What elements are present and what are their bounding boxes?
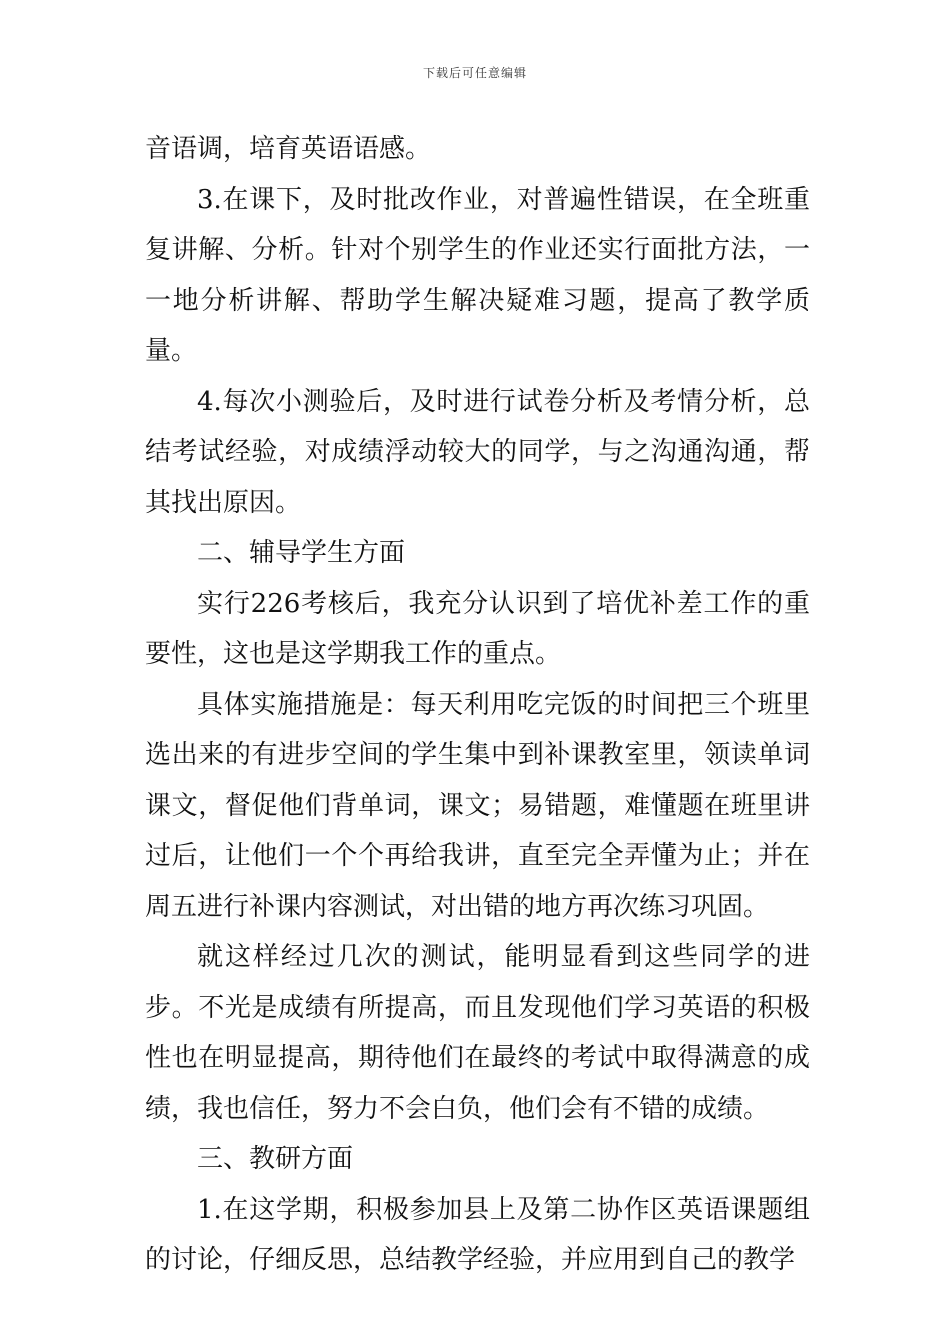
paragraph-assessment: 实行226考核后，我充分认识到了培优补差工作的重要性，这也是这学期我工作的重点。 — [145, 588, 810, 669]
paragraph-measures: 具体实施措施是：每天利用吃完饭的时间把三个班里选出来的有进步空间的学生集中到补课教室里，领读单词课文，督促他们背单词，课文；易错题，难懂题在班里讲过后，让他们一个个再给我讲，直至完全弄懂为止；并在周五进行补课内容测试，对出错的地方再次练习巩固。 — [145, 689, 810, 922]
paragraph-item-3: 3.在课下，及时批改作业，对普遍性错误，在全班重复讲解、分析。针对个别学生的作业还实行面批方法，一一地分析讲解、帮助学生解决疑难习题，提高了教学质量。 — [145, 184, 810, 366]
document-body — [145, 124, 810, 1286]
paragraph-results: 就这样经过几次的测试，能明显看到这些同学的进步。不光是成绩有所提高，而且发现他们学习英语的积极性也在明显提高，期待他们在最终的考试中取得满意的成绩，我也信任，努力不会白负，他们会有不错的成绩。 — [145, 942, 810, 1124]
paragraph-continuation: 音语调，培育英语语感。 — [145, 134, 432, 164]
paragraph-item-4: 4.每次小测验后，及时进行试卷分析及考情分析，总结考试经验，对成绩浮动较大的同学，与之沟通沟通，帮其找出原因。 — [145, 386, 810, 518]
section-heading-research: 三、教研方面 — [197, 1144, 354, 1174]
section-heading-tutoring: 二、辅导学生方面 — [197, 538, 406, 568]
paragraph-research-item-1: 1.在这学期，积极参加县上及第二协作区英语课题组的讨论，仔细反思，总结教学经验，并应用到自己的教学 — [145, 1194, 810, 1275]
page-header-note: 下载后可任意编辑 — [422, 66, 527, 80]
